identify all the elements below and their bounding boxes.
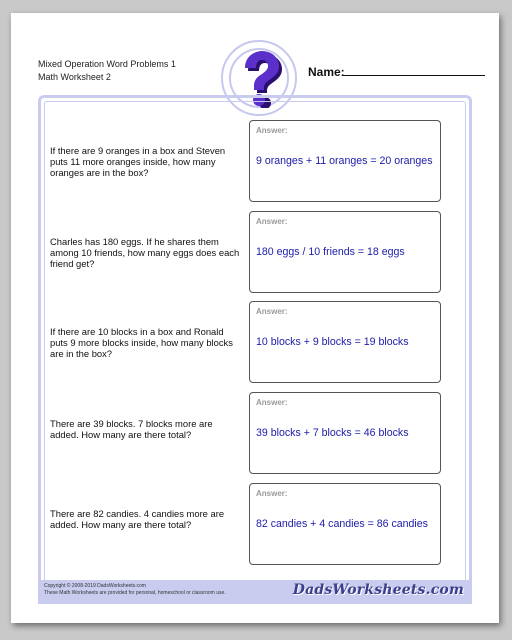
answer-text: 10 blocks + 9 blocks = 19 blocks [256, 336, 409, 348]
answer-box[interactable] [249, 211, 441, 293]
footer-copyright-block [44, 583, 226, 597]
name-label: Name: [308, 65, 345, 79]
answer-text: 180 eggs / 10 friends = 18 eggs [256, 246, 405, 258]
answer-text: 9 oranges + 11 oranges = 20 oranges [256, 155, 433, 167]
answer-label: Answer: [256, 217, 288, 226]
worksheet-subtitle: Math Worksheet 2 [38, 72, 111, 82]
answer-label: Answer: [256, 307, 288, 316]
usage-text: These Math Worksheets are provided for personal, homeschool or classroom use. [44, 590, 226, 596]
problem-question: If there are 9 oranges in a box and Steven puts 11 more oranges inside, how many oranges are in the box? [50, 145, 226, 178]
answer-box[interactable] [249, 301, 441, 383]
footer-bar [38, 580, 472, 604]
answer-text: 39 blocks + 7 blocks = 46 blocks [256, 427, 409, 439]
worksheet-title: Mixed Operation Word Problems 1 [38, 59, 176, 69]
problem-question: There are 82 candies. 4 candies more are added. How many are there total? [50, 508, 225, 530]
answer-text: 82 candies + 4 candies = 86 candies [256, 518, 428, 530]
answer-label: Answer: [256, 489, 288, 498]
answer-box[interactable] [249, 483, 441, 565]
brand-logo-text[interactable]: DadsWorksheets.com [292, 582, 464, 598]
name-line[interactable] [342, 75, 485, 76]
answer-box[interactable] [249, 392, 441, 474]
answer-label: Answer: [256, 126, 288, 135]
worksheet-page [11, 13, 499, 623]
answer-box[interactable] [249, 120, 441, 202]
problem-question: There are 39 blocks. 7 blocks more are added. How many are there total? [50, 418, 213, 440]
copyright-text: Copyright © 2008-2019 DadsWorksheets.com [44, 583, 146, 589]
problem-question: If there are 10 blocks in a box and Ronald puts 9 more blocks inside, how many blocks are in the box? [50, 326, 233, 359]
worksheet-header [38, 58, 176, 84]
answer-label: Answer: [256, 398, 288, 407]
problem-question: Charles has 180 eggs. If he shares them among 10 friends, how many eggs does each friend get? [50, 236, 240, 269]
